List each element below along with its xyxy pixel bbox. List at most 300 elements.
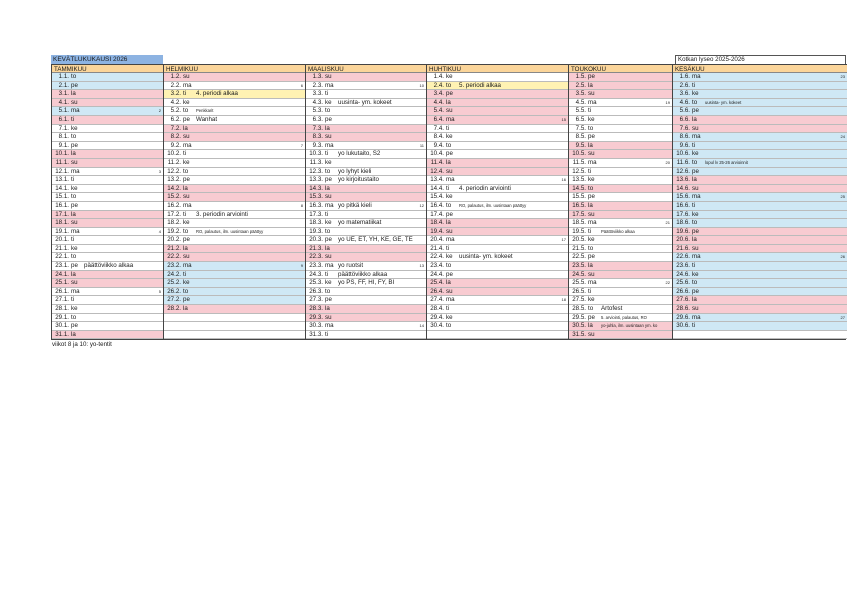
- day-row: [306, 228, 426, 237]
- day-weekday: ke: [71, 124, 78, 132]
- day-date: 12.3.: [309, 167, 323, 175]
- day-date: 27.6.: [676, 296, 690, 304]
- day-weekday: la: [325, 184, 330, 192]
- day-date: 6.6.: [679, 115, 690, 123]
- day-row: [673, 202, 847, 211]
- day-date: 28.6.: [676, 305, 690, 313]
- day-weekday: ma: [183, 201, 192, 209]
- day-weekday: su: [325, 133, 332, 141]
- day-row: [427, 279, 568, 288]
- week-number: 27: [840, 314, 845, 320]
- day-row: [164, 202, 305, 211]
- day-row: [52, 82, 163, 91]
- day-weekday: to: [325, 227, 331, 235]
- day-date: 29.5.: [572, 313, 586, 321]
- day-date: 25.6.: [676, 279, 690, 287]
- day-date: 7.3.: [312, 124, 323, 132]
- empty-day-row: [164, 314, 305, 323]
- week-number: 15: [561, 116, 566, 122]
- school-title: Kotkan lyseo 2025-2026: [675, 55, 846, 64]
- day-date: 17.6.: [676, 210, 690, 218]
- day-weekday: su: [183, 73, 190, 80]
- day-row: [52, 142, 163, 151]
- day-date: 23.5.: [572, 262, 586, 270]
- title-row: [51, 55, 846, 64]
- day-weekday: ke: [183, 158, 190, 166]
- day-weekday: su: [588, 270, 595, 278]
- day-row: [164, 176, 305, 185]
- day-weekday: pe: [446, 90, 453, 98]
- day-row: [427, 125, 568, 134]
- day-weekday: la: [446, 219, 451, 227]
- day-weekday: ke: [71, 244, 78, 252]
- day-weekday: su: [71, 158, 78, 166]
- day-weekday: pe: [446, 270, 453, 278]
- day-row: [164, 296, 305, 305]
- day-row: [306, 202, 426, 211]
- day-date: 22.1.: [55, 253, 69, 261]
- day-date: 13.6.: [676, 176, 690, 184]
- day-weekday: to: [325, 107, 331, 115]
- day-date: 29.4.: [430, 313, 444, 321]
- week-number: 24: [840, 134, 845, 140]
- day-row: [52, 125, 163, 134]
- day-weekday: to: [325, 167, 331, 175]
- day-date: 5.1.: [58, 107, 69, 115]
- day-weekday: to: [692, 279, 698, 287]
- day-weekday: ti: [183, 210, 187, 218]
- day-date: 23.4.: [430, 262, 444, 270]
- day-weekday: ke: [692, 150, 699, 158]
- day-weekday: ke: [325, 158, 332, 166]
- day-date: 15.3.: [309, 193, 323, 201]
- day-row: [164, 99, 305, 108]
- day-date: 30.4.: [430, 322, 444, 330]
- week-number: 3: [158, 168, 161, 174]
- day-date: 20.5.: [572, 236, 586, 244]
- day-date: 12.2.: [167, 167, 181, 175]
- day-row: [427, 236, 568, 245]
- month-header: KESÄKUU: [673, 64, 847, 73]
- day-date: 29.6.: [676, 313, 690, 321]
- day-date: 28.1.: [55, 305, 69, 313]
- day-date: 12.6.: [676, 167, 690, 175]
- day-weekday: ti: [325, 330, 329, 338]
- day-row: [569, 228, 672, 237]
- day-row: [306, 133, 426, 142]
- day-row: [427, 142, 568, 151]
- day-weekday: pe: [325, 115, 332, 123]
- day-date: 18.4.: [430, 219, 444, 227]
- day-weekday: to: [71, 73, 77, 80]
- week-number: 25: [840, 194, 845, 200]
- day-row: [164, 159, 305, 168]
- day-weekday: pe: [183, 296, 190, 304]
- day-weekday: pe: [325, 236, 332, 244]
- day-note: päättöviikko alkaa: [338, 270, 388, 278]
- footer-note: viikot 8 ja 10: yo-tentit: [52, 341, 112, 349]
- day-row: [52, 271, 163, 280]
- day-row: [306, 331, 426, 340]
- day-weekday: ma: [325, 81, 334, 89]
- day-date: 14.1.: [55, 184, 69, 192]
- day-weekday: pe: [588, 253, 595, 261]
- day-date: 27.2.: [167, 296, 181, 304]
- day-note: yo UE, ET, YH, KE, GE, TE: [338, 236, 413, 244]
- day-date: 14.5.: [572, 184, 586, 192]
- day-row: [306, 159, 426, 168]
- day-row: [52, 116, 163, 125]
- day-row: [52, 253, 163, 262]
- day-row: [673, 262, 847, 271]
- day-date: 5.6.: [679, 107, 690, 115]
- day-row: [569, 296, 672, 305]
- day-date: 3.2.: [170, 90, 181, 98]
- day-date: 16.2.: [167, 201, 181, 209]
- day-row: [164, 305, 305, 314]
- day-weekday: su: [446, 287, 453, 295]
- day-row: [164, 279, 305, 288]
- day-weekday: pe: [446, 210, 453, 218]
- day-note: 4. periodi alkaa: [196, 90, 238, 98]
- day-weekday: ke: [183, 279, 190, 287]
- day-row: [164, 185, 305, 194]
- day-row: [52, 211, 163, 220]
- day-weekday: ti: [588, 107, 592, 115]
- day-row: [673, 116, 847, 125]
- day-weekday: su: [692, 244, 699, 252]
- day-date: 8.1.: [58, 133, 69, 141]
- day-row: [52, 288, 163, 297]
- day-note: uusinta- ym. kokeet: [338, 98, 392, 106]
- day-weekday: la: [325, 124, 330, 132]
- day-note: päättöviikko alkaa: [84, 262, 134, 270]
- day-weekday: su: [183, 253, 190, 261]
- day-row: [569, 116, 672, 125]
- day-weekday: la: [692, 296, 697, 304]
- day-weekday: ti: [692, 201, 696, 209]
- day-weekday: la: [71, 270, 76, 278]
- day-date: 21.6.: [676, 244, 690, 252]
- day-date: 29.1.: [55, 313, 69, 321]
- day-date: 4.4.: [433, 98, 444, 106]
- day-row: [673, 228, 847, 237]
- day-date: 16.5.: [572, 201, 586, 209]
- day-date: 11.5.: [572, 158, 586, 166]
- day-weekday: pe: [588, 193, 595, 201]
- day-weekday: ke: [446, 193, 453, 201]
- day-date: 6.2.: [170, 115, 181, 123]
- day-row: [164, 288, 305, 297]
- day-date: 7.1.: [58, 124, 69, 132]
- day-row: [306, 142, 426, 151]
- day-weekday: pe: [71, 81, 78, 89]
- day-row: [306, 288, 426, 297]
- day-row: [427, 314, 568, 323]
- day-row: [306, 279, 426, 288]
- week-number: 21: [665, 220, 670, 226]
- day-date: 22.4.: [430, 253, 444, 261]
- day-weekday: ti: [588, 227, 592, 235]
- day-weekday: la: [692, 236, 697, 244]
- day-row: [569, 90, 672, 99]
- day-date: 24.3.: [309, 270, 323, 278]
- day-weekday: to: [71, 193, 77, 201]
- day-weekday: to: [183, 227, 189, 235]
- day-row: [306, 314, 426, 323]
- day-date: 16.6.: [676, 201, 690, 209]
- day-row: [306, 193, 426, 202]
- day-weekday: to: [692, 158, 698, 166]
- day-row: [427, 322, 568, 331]
- day-row: [673, 271, 847, 280]
- day-weekday: ti: [71, 176, 75, 184]
- day-date: 17.1.: [55, 210, 69, 218]
- day-row: [164, 133, 305, 142]
- day-date: 15.4.: [430, 193, 444, 201]
- day-row: [306, 245, 426, 254]
- day-date: 30.6.: [676, 322, 690, 330]
- day-row: [52, 262, 163, 271]
- day-weekday: su: [446, 227, 453, 235]
- day-row: [52, 185, 163, 194]
- day-row: [52, 219, 163, 228]
- day-weekday: ti: [692, 262, 696, 270]
- day-weekday: pe: [692, 227, 699, 235]
- day-row: [673, 185, 847, 194]
- empty-day-row: [427, 331, 568, 340]
- day-row: [673, 73, 847, 82]
- day-date: 6.3.: [312, 115, 323, 123]
- day-row: [427, 82, 568, 91]
- day-date: 5.2.: [170, 107, 181, 115]
- week-number: 8: [300, 202, 303, 208]
- day-weekday: ti: [446, 305, 450, 313]
- day-weekday: to: [446, 201, 452, 209]
- month-column: [52, 64, 164, 339]
- day-weekday: la: [692, 115, 697, 123]
- month-header: MAALISKUU: [306, 64, 426, 73]
- day-row: [52, 245, 163, 254]
- day-row: [569, 271, 672, 280]
- day-weekday: ma: [183, 81, 192, 89]
- day-date: 6.4.: [433, 115, 444, 123]
- week-number: 13: [419, 263, 424, 269]
- day-weekday: to: [446, 322, 452, 330]
- day-date: 8.3.: [312, 133, 323, 141]
- day-row: [306, 168, 426, 177]
- day-date: 8.4.: [433, 133, 444, 141]
- day-date: 25.1.: [55, 279, 69, 287]
- day-weekday: su: [692, 305, 699, 313]
- day-date: 16.1.: [55, 201, 69, 209]
- day-date: 3.5.: [575, 90, 586, 98]
- day-date: 17.2.: [167, 210, 181, 218]
- day-date: 2.4.: [433, 81, 444, 89]
- day-date: 16.4.: [430, 201, 444, 209]
- day-date: 4.3.: [312, 98, 323, 106]
- day-row: [427, 193, 568, 202]
- day-date: 25.3.: [309, 279, 323, 287]
- day-row: [164, 245, 305, 254]
- day-row: [569, 82, 672, 91]
- day-row: [306, 271, 426, 280]
- day-weekday: su: [446, 107, 453, 115]
- day-row: [427, 107, 568, 116]
- day-date: 2.3.: [312, 81, 323, 89]
- day-weekday: ma: [588, 219, 597, 227]
- empty-day-row: [164, 322, 305, 331]
- month-header: TOUKOKUU: [569, 64, 672, 73]
- day-date: 19.3.: [309, 227, 323, 235]
- day-weekday: su: [692, 184, 699, 192]
- day-date: 31.3.: [309, 330, 323, 338]
- day-date: 30.1.: [55, 322, 69, 330]
- day-weekday: to: [446, 262, 452, 270]
- day-row: [569, 107, 672, 116]
- day-row: [52, 322, 163, 331]
- term-title: KEVÄTLUKUKAUSI 2026: [51, 55, 163, 64]
- day-date: 24.5.: [572, 270, 586, 278]
- day-weekday: ke: [71, 184, 78, 192]
- day-weekday: to: [325, 287, 331, 295]
- day-weekday: ke: [692, 90, 699, 98]
- day-weekday: to: [588, 244, 594, 252]
- day-weekday: ma: [71, 227, 80, 235]
- week-number: 5: [158, 288, 161, 294]
- day-date: 10.4.: [430, 150, 444, 158]
- day-weekday: to: [692, 98, 698, 106]
- day-date: 13.2.: [167, 176, 181, 184]
- day-row: [164, 253, 305, 262]
- week-number: 10: [419, 82, 424, 88]
- day-date: 27.1.: [55, 296, 69, 304]
- day-date: 8.5.: [575, 133, 586, 141]
- day-weekday: la: [71, 210, 76, 218]
- day-weekday: ke: [692, 270, 699, 278]
- month-column: [164, 64, 306, 339]
- day-row: [52, 99, 163, 108]
- day-note: Artofest: [601, 305, 623, 313]
- day-date: 9.3.: [312, 141, 323, 149]
- day-weekday: ti: [325, 270, 329, 278]
- day-weekday: ke: [325, 98, 332, 106]
- day-weekday: to: [71, 253, 77, 261]
- day-date: 6.1.: [58, 115, 69, 123]
- day-weekday: ke: [692, 210, 699, 218]
- day-weekday: ke: [183, 98, 190, 106]
- day-row: [569, 253, 672, 262]
- day-date: 20.4.: [430, 236, 444, 244]
- day-date: 3.3.: [312, 90, 323, 98]
- day-row: [569, 133, 672, 142]
- day-weekday: pe: [588, 73, 595, 80]
- day-weekday: la: [183, 305, 188, 313]
- day-weekday: pe: [71, 262, 78, 270]
- day-date: 7.4.: [433, 124, 444, 132]
- week-number: 14: [419, 323, 424, 329]
- day-date: 1.1.: [58, 73, 69, 80]
- day-weekday: ti: [692, 322, 696, 330]
- day-row: [673, 219, 847, 228]
- week-number: 17: [561, 237, 566, 243]
- day-date: 20.1.: [55, 236, 69, 244]
- day-row: [164, 219, 305, 228]
- day-date: 11.6.: [676, 158, 690, 166]
- day-row: [427, 202, 568, 211]
- day-weekday: ma: [692, 133, 701, 141]
- day-weekday: ma: [325, 201, 334, 209]
- day-weekday: to: [183, 167, 189, 175]
- day-row: [164, 228, 305, 237]
- day-weekday: ke: [588, 236, 595, 244]
- day-row: [52, 90, 163, 99]
- day-date: 3.6.: [679, 90, 690, 98]
- day-row: [164, 142, 305, 151]
- day-date: 4.1.: [58, 98, 69, 106]
- day-row: [164, 82, 305, 91]
- day-date: 12.1.: [55, 167, 69, 175]
- day-note: 3. periodin arviointi: [196, 210, 248, 218]
- day-row: [427, 168, 568, 177]
- day-weekday: to: [446, 141, 452, 149]
- day-weekday: su: [692, 124, 699, 132]
- day-date: 25.2.: [167, 279, 181, 287]
- day-row: [569, 314, 672, 323]
- day-weekday: ma: [446, 115, 455, 123]
- day-row: [569, 279, 672, 288]
- day-weekday: to: [446, 81, 452, 89]
- day-date: 23.2.: [167, 262, 181, 270]
- day-date: 18.1.: [55, 219, 69, 227]
- day-row: [52, 107, 163, 116]
- day-date: 1.6.: [679, 73, 690, 80]
- day-date: 7.2.: [170, 124, 181, 132]
- day-row: [427, 288, 568, 297]
- day-weekday: ti: [71, 236, 75, 244]
- day-weekday: su: [325, 253, 332, 261]
- day-weekday: ti: [446, 244, 450, 252]
- day-weekday: to: [588, 124, 594, 132]
- day-date: 28.3.: [309, 305, 323, 313]
- day-date: 6.5.: [575, 115, 586, 123]
- day-weekday: su: [588, 150, 595, 158]
- day-weekday: ke: [71, 305, 78, 313]
- day-note: 5. arviointi, palautus, RO: [601, 314, 647, 320]
- day-date: 9.1.: [58, 141, 69, 149]
- day-date: 19.2.: [167, 227, 181, 235]
- day-row: [427, 159, 568, 168]
- day-row: [164, 271, 305, 280]
- day-weekday: la: [183, 244, 188, 252]
- day-date: 21.2.: [167, 244, 181, 252]
- day-date: 13.4.: [430, 176, 444, 184]
- day-row: [52, 236, 163, 245]
- day-weekday: la: [71, 90, 76, 98]
- day-weekday: ke: [446, 133, 453, 141]
- day-weekday: ti: [183, 90, 187, 98]
- day-date: 5.5.: [575, 107, 586, 115]
- day-date: 23.6.: [676, 262, 690, 270]
- day-row: [569, 202, 672, 211]
- day-date: 8.2.: [170, 133, 181, 141]
- day-row: [306, 116, 426, 125]
- day-row: [306, 236, 426, 245]
- day-date: 24.1.: [55, 270, 69, 278]
- day-weekday: ke: [446, 313, 453, 321]
- day-weekday: ti: [446, 124, 450, 132]
- day-date: 1.2.: [170, 73, 181, 80]
